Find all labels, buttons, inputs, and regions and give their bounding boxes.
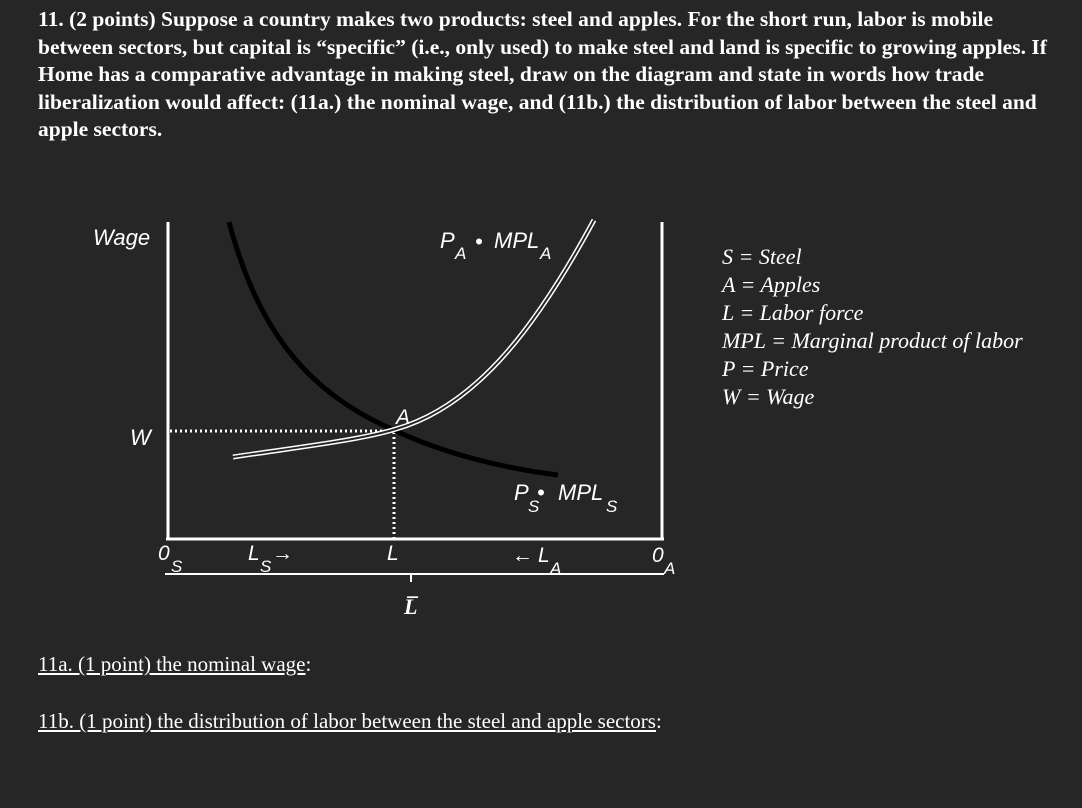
question-text: 11. (2 points) Suppose a country makes two products: steel and apples. For the short run, labor is mobile between sectors, but capital is “specific” (i.e., only used) to make steel and land is specific to growing apples. If Home has a comparative advantage in making steel, draw on the diagram and state in words how trade liberalization would affect: (11a.) the nominal wage, and (11b.) the distribution of labor between the steel and apple sectors. — [38, 7, 1047, 141]
svg-text:P: P — [440, 228, 455, 253]
svg-text:P: P — [514, 480, 529, 505]
sub-question-b — [38, 709, 662, 734]
svg-text:0: 0 — [158, 542, 170, 565]
svg-text:A: A — [550, 559, 562, 578]
svg-text:←: ← — [512, 544, 533, 567]
svg-text:0: 0 — [652, 544, 664, 567]
wage-label: W — [130, 425, 151, 450]
legend-item: MPL = Marginal product of labor — [722, 328, 1023, 353]
legend-item: L = Labor force — [722, 300, 864, 325]
legend-item: S = Steel — [722, 244, 802, 269]
sub-question-b-colon: : — [655, 709, 662, 733]
svg-text:L: L — [248, 542, 260, 565]
svg-text:A: A — [540, 244, 552, 263]
sub-question-b-label: 11b. (1 point) the distribution of labor between the steel and apple sectors — [38, 709, 656, 733]
origin-apples-label — [652, 544, 675, 578]
labor-apples-label — [512, 544, 561, 578]
sub-question-a — [38, 652, 311, 677]
sub-question-a-colon: : — [305, 652, 312, 676]
legend-item: A = Apples — [722, 272, 821, 297]
y-axis-label: Wage — [93, 225, 151, 250]
svg-text:MPL: MPL — [558, 480, 604, 505]
legend — [722, 243, 1023, 411]
labor-point-label: L — [387, 542, 399, 565]
svg-text:•: • — [475, 229, 483, 254]
sub-question-a-label: 11a. (1 point) the nominal wage — [38, 652, 306, 676]
steel-curve-label — [514, 480, 618, 516]
legend-item: P = Price — [722, 356, 809, 381]
svg-text:S: S — [171, 557, 183, 576]
svg-text:S: S — [528, 497, 540, 516]
svg-text:•: • — [537, 480, 545, 505]
legend-item: W = Wage — [722, 384, 815, 409]
origin-steel-label — [158, 542, 183, 576]
svg-text:MPL: MPL — [494, 228, 540, 253]
svg-text:A: A — [455, 244, 467, 263]
intersection-label: A — [396, 406, 411, 429]
svg-text:→: → — [272, 542, 293, 565]
labor-steel-label — [248, 542, 293, 576]
svg-text:S: S — [606, 497, 618, 516]
apples-curve-label — [440, 228, 551, 263]
svg-text:A: A — [664, 559, 676, 578]
svg-text:L: L — [538, 544, 550, 567]
labor-total-label: L̅ — [404, 594, 418, 619]
svg-text:S: S — [260, 557, 272, 576]
